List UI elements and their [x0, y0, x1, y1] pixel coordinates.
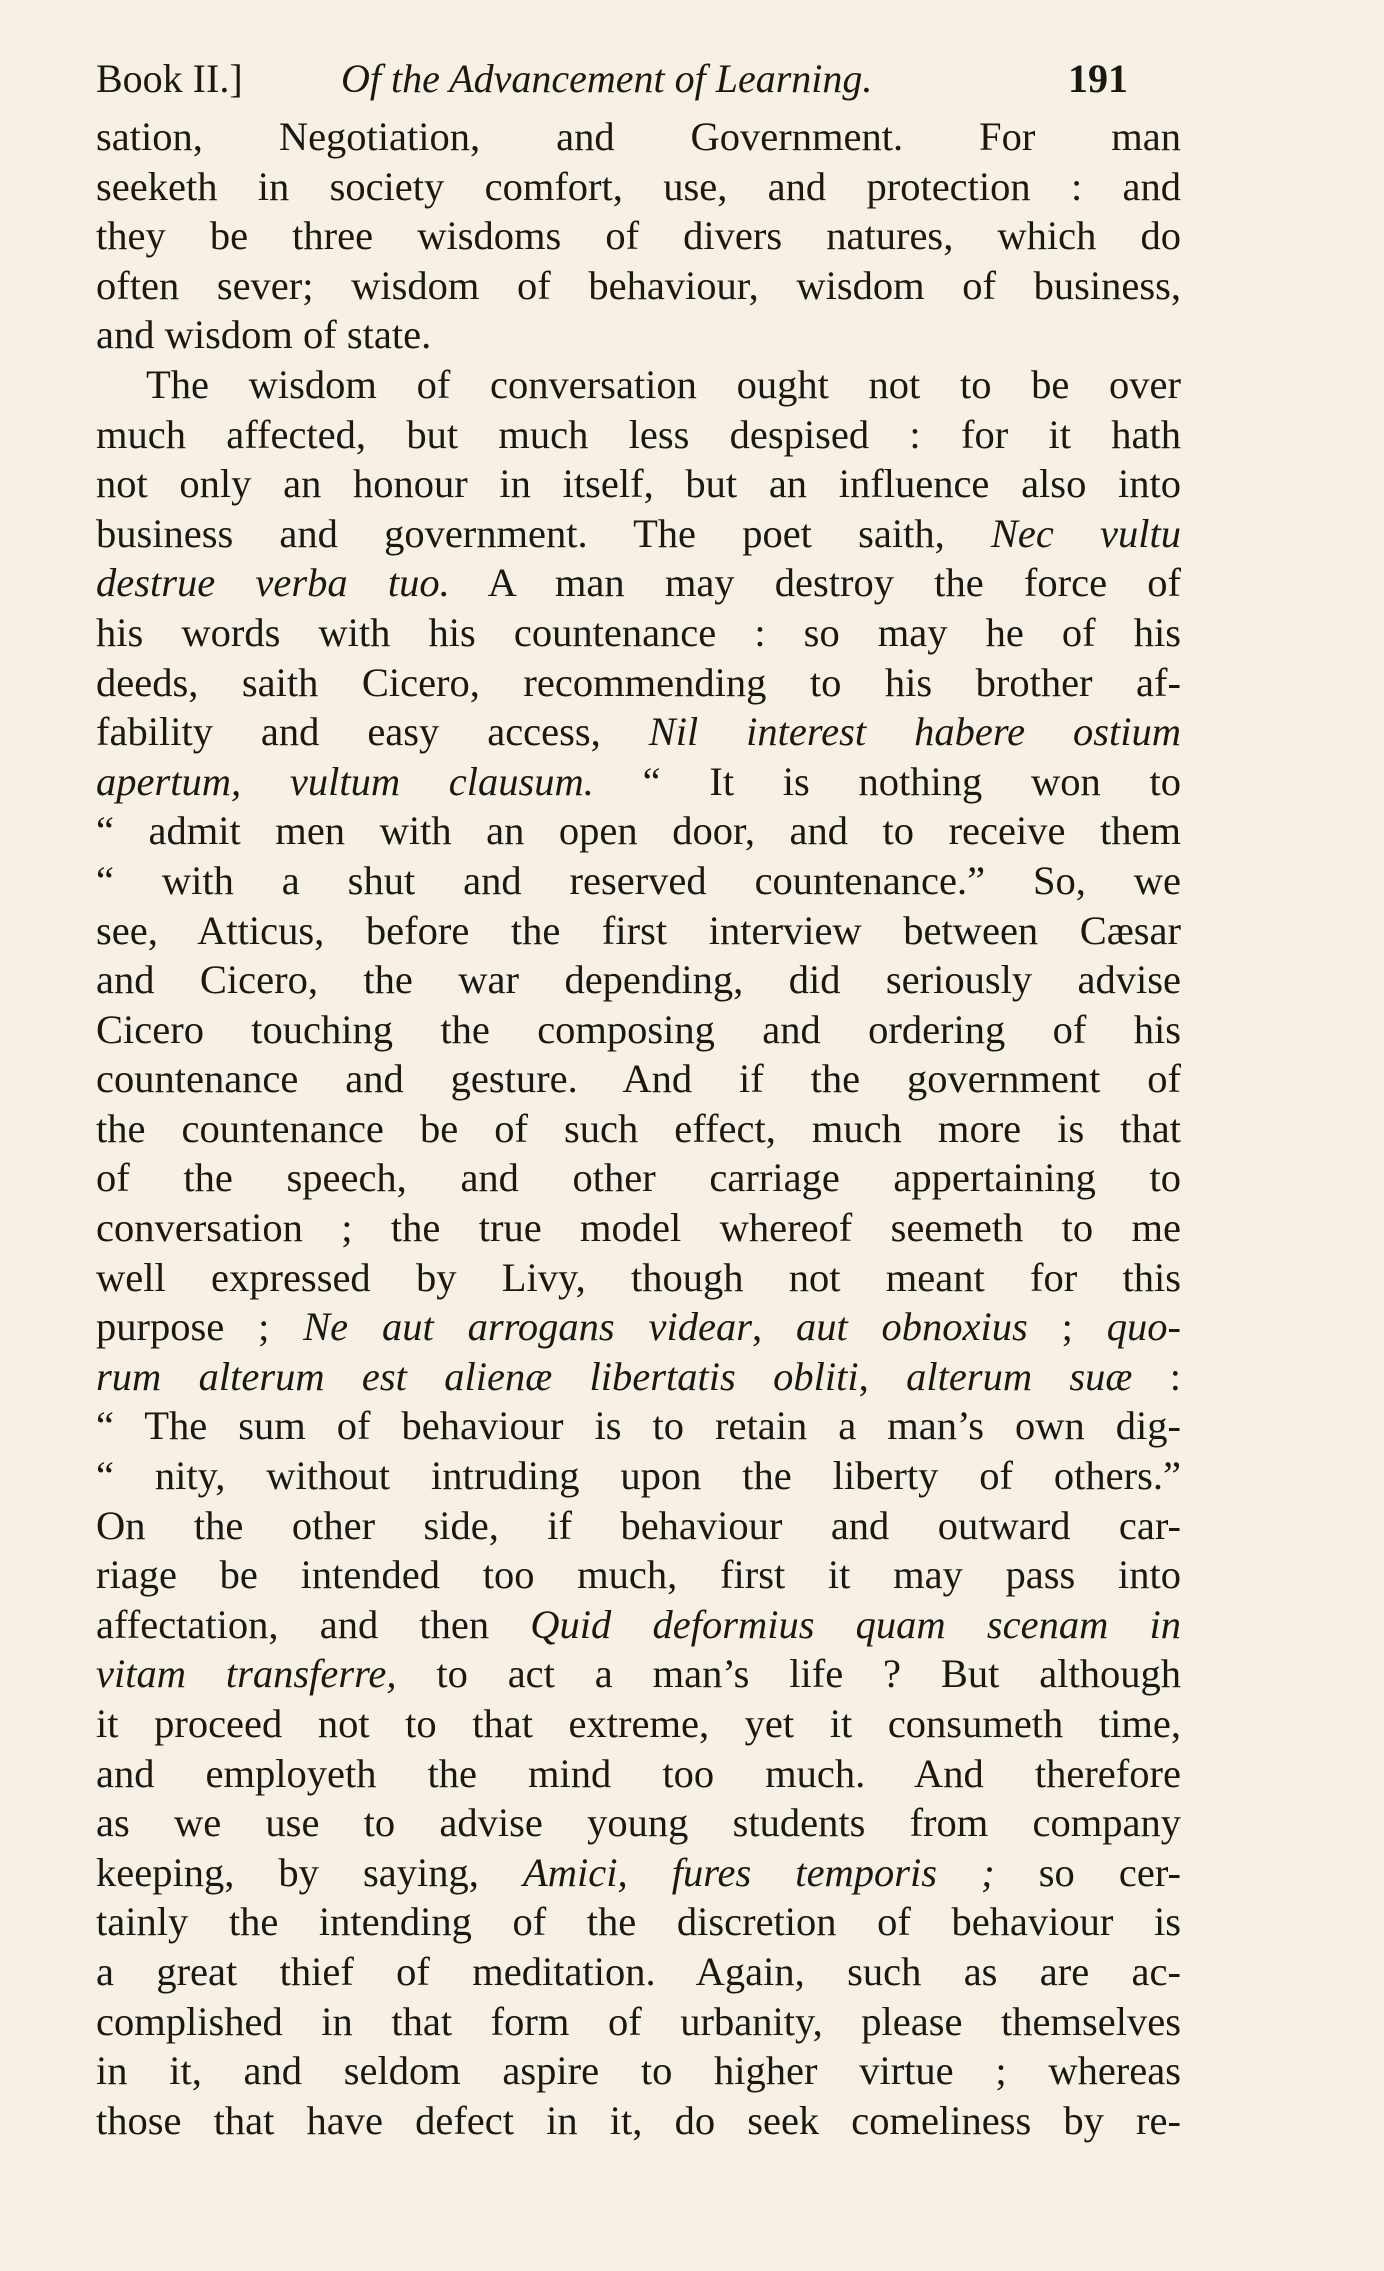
text-line — [96, 1947, 1181, 1997]
running-head-book: Book II.] — [96, 56, 243, 101]
text-segment: not only an honour in itself, but an influence also into — [96, 461, 1181, 507]
text-segment: fability and easy access, — [96, 709, 649, 755]
text-line — [96, 1600, 1181, 1650]
text-line — [96, 1550, 1181, 1600]
text-line — [96, 1798, 1181, 1848]
text-segment: countenance and gesture. And if the government of — [96, 1056, 1181, 1102]
text-segment: conversation ; the true model whereof seemeth to me — [96, 1205, 1181, 1251]
text-line — [96, 558, 1181, 608]
text-line — [96, 955, 1181, 1005]
text-segment: of the speech, and other carriage appertaining to — [96, 1155, 1181, 1201]
text-line — [96, 211, 1181, 261]
text-segment: “ with a shut and reserved countenance.” So, we — [96, 857, 1181, 903]
text-line — [96, 162, 1181, 212]
text-segment: “ The sum of behaviour is to retain a man’s own dig- — [96, 1403, 1181, 1449]
text-segment: : — [1132, 1353, 1181, 1399]
italic-text: Nec vultu — [990, 510, 1181, 556]
text-line — [96, 1501, 1181, 1551]
text-segment: A man may destroy the force of — [449, 560, 1181, 606]
text-line — [96, 112, 1181, 162]
text-segment: his words with his countenance : so may he of his — [96, 609, 1181, 655]
italic-text: Quid deformius quam scenam in — [530, 1601, 1181, 1647]
text-segment: , — [858, 1353, 907, 1399]
text-line — [96, 1401, 1181, 1451]
text-segment: The wisdom of conversation ought not to be over — [146, 361, 1181, 407]
text-line — [96, 459, 1181, 509]
italic-text: quo- — [1106, 1304, 1181, 1350]
text-line — [96, 1699, 1181, 1749]
text-segment: deeds, saith Cicero, recommending to his brother af- — [96, 659, 1181, 705]
text-segment: , — [751, 1304, 796, 1350]
page-number: 191 — [1068, 56, 1128, 101]
text-line — [96, 1352, 1181, 1402]
text-segment: see, Atticus, before the first interview between Cæsar — [96, 907, 1181, 953]
running-head — [96, 48, 1186, 110]
body-text — [96, 112, 1186, 2145]
text-segment: sation, Negotiation, and Government. For man — [96, 114, 1181, 159]
text-line — [96, 1253, 1181, 1303]
text-segment: those that have defect in it, do seek comeliness by re- — [96, 2097, 1181, 2143]
text-line — [96, 1749, 1181, 1799]
text-segment: tainly the intending of the discretion of behaviour is — [96, 1899, 1181, 1945]
text-line — [96, 1451, 1181, 1501]
text-segment: riage be intended too much, first it may pass into — [96, 1552, 1181, 1598]
italic-text: vitam transferre, — [96, 1651, 397, 1697]
text-segment: in it, and seldom aspire to higher virtue ; whereas — [96, 2048, 1181, 2094]
italic-text: rum alterum est alienæ libertatis obliti — [96, 1353, 859, 1399]
text-line — [96, 1005, 1181, 1055]
text-segment: and employeth the mind too much. And therefore — [96, 1750, 1181, 1796]
text-line — [96, 1153, 1181, 1203]
text-segment: and Cicero, the war depending, did seriously advise — [96, 957, 1181, 1003]
italic-text: Ne aut arrogans videar — [303, 1304, 752, 1350]
text-segment: and wisdom of state. — [96, 312, 432, 358]
text-line — [96, 658, 1181, 708]
text-line — [96, 1104, 1181, 1154]
text-segment: On the other side, if behaviour and outward car- — [96, 1502, 1181, 1548]
text-line — [96, 2046, 1181, 2096]
text-segment: “ admit men with an open door, and to receive them — [96, 808, 1181, 854]
text-line — [96, 707, 1181, 757]
book-page — [96, 48, 1186, 2228]
text-segment: well expressed by Livy, though not meant for this — [96, 1254, 1181, 1300]
italic-text: apertum, vultum clausum. — [96, 758, 594, 804]
italic-text: alterum suæ — [906, 1353, 1133, 1399]
italic-text: destrue verba tuo. — [96, 560, 450, 606]
text-line — [96, 360, 1181, 410]
text-segment: business and government. The poet saith, — [96, 510, 991, 556]
text-segment: seeketh in society comfort, use, and protection : and — [96, 163, 1181, 209]
text-segment: purpose ; — [96, 1304, 304, 1350]
text-segment: a great thief of meditation. Again, such as are ac- — [96, 1948, 1181, 1994]
text-line — [96, 509, 1181, 559]
text-segment: often sever; wisdom of behaviour, wisdom of business, — [96, 262, 1181, 308]
text-segment: as we use to advise young students from company — [96, 1800, 1181, 1846]
italic-text: Amici, fures temporis ; — [523, 1849, 995, 1895]
text-line — [96, 410, 1181, 460]
text-segment: the countenance be of such effect, much more is that — [96, 1105, 1181, 1151]
text-line — [96, 1649, 1181, 1699]
text-line — [96, 608, 1181, 658]
text-line — [96, 1302, 1181, 1352]
text-line — [96, 1054, 1181, 1104]
italic-text: aut obnoxius — [795, 1304, 1028, 1350]
text-line — [96, 856, 1181, 906]
text-line — [96, 261, 1181, 311]
text-segment: to act a man’s life ? But although — [396, 1651, 1181, 1697]
text-segment: Cicero touching the composing and ordering of his — [96, 1006, 1181, 1052]
text-segment: so cer- — [994, 1849, 1181, 1895]
text-segment: complished in that form of urbanity, please themselves — [96, 1998, 1181, 2044]
running-head-title: Of the Advancement of Learning. — [341, 56, 873, 101]
text-line — [96, 1997, 1181, 2047]
text-line — [96, 310, 1181, 360]
text-segment: much affected, but much less despised : for it hath — [96, 411, 1181, 457]
text-line — [96, 806, 1181, 856]
text-line — [96, 1897, 1181, 1947]
text-segment: “ nity, without intruding upon the liberty of others.” — [96, 1453, 1181, 1499]
text-segment: keeping, by saying, — [96, 1849, 524, 1895]
text-line — [96, 1203, 1181, 1253]
italic-text: Nil interest habere ostium — [648, 709, 1181, 755]
text-segment: “ It is nothing won to — [593, 758, 1181, 804]
text-line — [96, 757, 1181, 807]
text-line — [96, 1848, 1181, 1898]
text-segment: it proceed not to that extreme, yet it consumeth time, — [96, 1701, 1181, 1746]
text-line — [96, 906, 1181, 956]
text-segment: affectation, and then — [96, 1601, 531, 1647]
text-segment: they be three wisdoms of divers natures, which do — [96, 213, 1181, 259]
text-segment: ; — [1027, 1304, 1107, 1350]
text-line — [96, 2096, 1181, 2146]
